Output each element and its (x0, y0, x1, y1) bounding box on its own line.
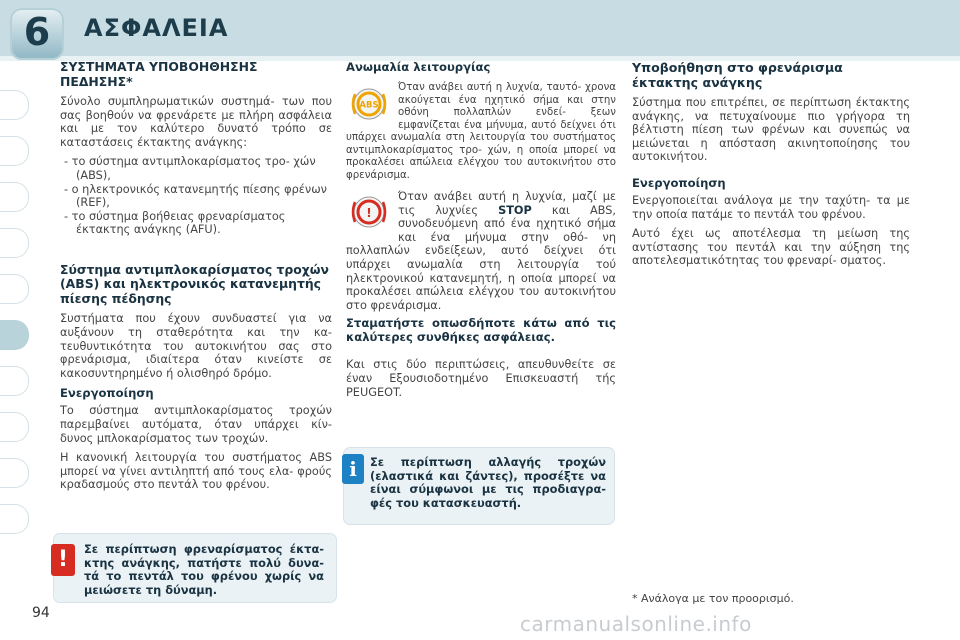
section-title-abs: Σύστημα αντιμπλοκαρίσματος τροχών (ABS) και ηλεκτρονικός κατανεμητής πίεσης πέδησης (60, 261, 329, 306)
side-tab-9[interactable] (0, 458, 29, 488)
abs-warning-lamp-icon (346, 84, 392, 124)
side-tab-4[interactable] (0, 228, 29, 258)
warning-exclamation-icon: ! (51, 544, 75, 576)
page-number: 94 (32, 605, 50, 621)
eba-activation-heading: Ενεργοποίηση (632, 175, 726, 190)
eba-result-paragraph: Αυτό έχει ως αποτέλεσμα τη μείωση της αντίστασης του πεντάλ και την αύξηση της αποτελεσματικότητας του φρεναρί- σματος. (632, 227, 910, 268)
info-box (344, 448, 614, 524)
side-tab-3[interactable] (0, 182, 29, 212)
brake-lamp-paragraph-block (346, 190, 616, 312)
svg-text:ABS: ABS (359, 100, 379, 111)
warning-text: Σε περίπτωση φρεναρίσματος έκτα- κτης ανάγκης, πατήστε πολύ δυνα- τά το πεντάλ του φρένου χωρίς να μειώσετε τη δύναμη. (84, 542, 324, 597)
abs-paragraph: Συστήματα που έχουν συνδυαστεί για να αυξάνουν τη σταθερότητα και την κα- τευθυντικότητα του αυτοκινήτου σας στο φρενάρισμα, ιδιαίτερα όταν κινείστε σε κακοσυντηρημένο ή ολισθηρό δρόμο. (60, 312, 332, 380)
malfunction-heading: Ανωμαλία λειτουργίας (346, 60, 491, 74)
watermark: carmanualsonline.info (520, 612, 752, 636)
activation-heading: Ενεργοποίηση (60, 386, 154, 401)
abs-lamp-paragraph: Όταν ανάβει αυτή η λυχνία, ταυτό- χρονα ακούγεται ένα ηχητικό σήμα και στην οθόνη πολλαπλών ενδεί- ξεων εμφανίζεται ένα μήνυμα, αυτό δείχνει ότι υπάρχει ανωμαλία στη λειτουργία του συστήματος αντιμπλοκαρίσματος τρο- χών, η οποία μπορεί να προκαλέσει απώλεια ελέγχου του αυτοκινήτου στο φρενάρισμα. (346, 82, 616, 181)
side-tab-8[interactable] (0, 412, 29, 442)
section-title-emergency-brake-assist: Υποβοήθηση στο φρενάρισμα έκτακτης ανάγκης (632, 60, 843, 90)
chapter-side-tabs (0, 90, 30, 550)
abs-lamp-paragraph-block (346, 82, 616, 182)
side-tab-6-active[interactable] (0, 320, 29, 350)
list-item: - το σύστημα βοήθειας φρεναρίσματος έκτακτης ανάγκης (AFU). (64, 209, 286, 237)
column-left (60, 60, 332, 498)
eba-activation-paragraph: Ενεργοποιείται ανάλογα με την ταχύτη- τα με την οποία πατάμε το πεντάλ του φρένου. (632, 193, 910, 221)
column-right (632, 60, 910, 274)
section-title-brake-assist-systems: ΣΥΣΤΗΜΑΤΑ ΥΠΟΒΟΗΘΗΣΗΣ ΠΕΔΗΣΗΣ* (60, 59, 258, 89)
systems-list (60, 155, 332, 237)
chapter-number: 6 (23, 10, 51, 54)
side-tab-5[interactable] (0, 274, 29, 304)
side-tab-7[interactable] (0, 366, 29, 396)
eba-paragraph: Σύστημα που επιτρέπει, σε περίπτωση έκτακτης ανάγκης, να πετυχαίνουμε πιο γρήγορα τη βέλτιστη πίεση των φρένων και συνεπώς να μειώνεται η απόσταση ακινητοποίησης του αυτοκινήτου. (632, 96, 910, 164)
intro-paragraph: Σύνολο συμπληρωματικών συστημά- των που σας βοηθούν να φρενάρετε με πλήρη ασφάλεια και με τον καλύτερο δυνατό τρόπο σε καταστάσεις έκτακτης ανάγκης: (60, 95, 332, 149)
svg-text:!: ! (366, 206, 372, 220)
dealer-paragraph: Και στις δύο περιπτώσεις, απευθυνθείτε σε έναν Εξουσιοδοτημένο Επισκευαστή τής PEUGEOT. (346, 358, 616, 399)
activation-paragraph-2: Η κανονική λειτουργία του συστήματος ABS μπορεί να γίνει αντιληπτή από τους ελα- φρούς κραδασμούς στο πεντάλ του φρένου. (60, 451, 332, 492)
warning-box (54, 534, 336, 602)
side-tab-10[interactable] (0, 504, 29, 534)
brake-lamp-text-a: Όταν ανάβει αυτή η λυχνία, μαζί με τις λυχνίες (398, 190, 616, 217)
activation-paragraph-1: Το σύστημα αντιμπλοκαρίσματος τροχών παρεμβαίνει αυτόματα, όταν υπάρχει κίν- δυνος μπλοκαρίσματος των τροχών. (60, 404, 332, 445)
info-icon: i (342, 454, 364, 484)
list-item: - ο ηλεκτρονικός κατανεμητής πίεσης φρένων (REF), (64, 182, 327, 210)
footnote: * Ανάλογα με τον προορισμό. (632, 592, 794, 605)
stop-instruction: Σταματήστε οπωσδήποτε κάτω από τις καλύτερες συνθήκες ασφάλειας. (346, 316, 616, 345)
info-text: Σε περίπτωση αλλαγής τροχών (ελαστικά και ζάντες), προσέξτε να είναι σύμφωνοι με τις προδιαγρα- φές του κατασκευαστή. (370, 455, 606, 510)
brake-warning-lamp-icon (346, 192, 392, 232)
column-middle (346, 60, 616, 405)
side-tab-1[interactable] (0, 90, 29, 120)
side-tab-2[interactable] (0, 136, 29, 166)
brake-lamp-text-b: και ABS, συνοδευόμενη από ένα ηχητικό σήμα και ένα μήνυμα στην οθό- νη πολλαπλών ενδείξεων, αυτό δείχνει ότι υπάρχει ανωμαλία στη λειτουργία τού ηλεκτρονικού κατανεμητή, η οποία μπορεί να προκαλέσει απώλεια ελέγχου του αυτοκινήτου στο φρενάρισμα. (346, 203, 616, 312)
chapter-title: ΑΣΦΑΛΕΙΑ (84, 14, 229, 42)
list-item: - το σύστημα αντιμπλοκαρίσματος τρο- χών (ABS), (64, 155, 316, 182)
stop-label: STOP (498, 203, 532, 217)
